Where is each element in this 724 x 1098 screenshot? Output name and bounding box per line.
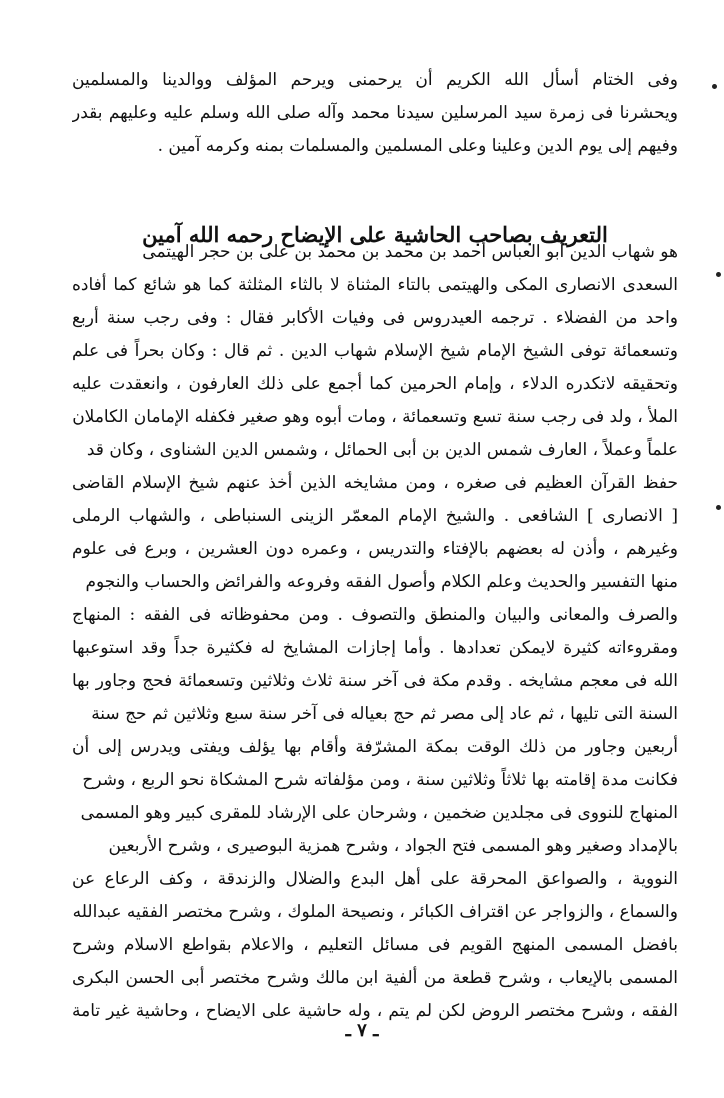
text-line: المنهاج للنووى فى مجلدين ضخمين ، وشرحان على الإرشاد للمقرى كبير وهو المسمى	[80, 803, 678, 823]
text-line: منها التفسير والحديث وعلم الكلام وأصول الفقه وفروعه والفرائض والحساب والنجوم	[85, 572, 678, 592]
text-line: النووية ، والصواعق المحرقة على أهل البدع والضلال والزندقة ، وكف الرعاع عن	[72, 869, 678, 889]
text-line: علماً وعملاً ، العارف شمس الدين بن أبى الحمائل ، وشمس الدين الشناوى ، وكان قد	[86, 440, 678, 460]
text-line: ويحشرنا فى زمرة سيد المرسلين سيدنا محمد وآله صلى الله وسلم عليه وعليهم بقدر	[72, 103, 678, 123]
biography-paragraph	[72, 236, 678, 1028]
margin-dot	[712, 84, 717, 89]
text-line: وفيهم إلى يوم الدين وعلينا وعلى المسلمين والمسلمات بمنه وكرمه آمين .	[157, 136, 678, 156]
text-line: والسماع ، والزواجر عن اقتراف الكبائر ، ونصيحة الملوك ، وشرح مختصر الفقيه عبدالله	[72, 902, 678, 922]
margin-dot	[716, 272, 721, 277]
text-line: الله فى معجم مشايخه . وقدم مكة فى آخر سنة ثلاث وثلاثين وتسعمائة فحج وجاور بها	[72, 671, 678, 691]
text-line: الملأ ، ولد فى رجب سنة تسع وتسعمائة ، ومات أبوه وهو صغير فكفله الإمامان الكاملان	[72, 407, 678, 427]
text-line: وفى الختام أسأل الله الكريم أن يرحمنى ويرحم المؤلف ووالدينا والمسلمين	[72, 70, 678, 90]
text-line: الفقه ، وشرح مختصر الروض لكن لم يتم ، وله حاشية على الايضاح ، وحاشية غير تامة	[72, 1001, 678, 1021]
text-line: حفظ القرآن العظيم فى صغره ، ومن مشايخه الذين أخذ عنهم شيخ الإسلام القاضى	[72, 473, 678, 493]
text-line: المسمى بالإيعاب ، وشرح قطعة من ألفية ابن مالك وشرح مختصر أبى الحسن البكرى	[72, 968, 678, 988]
text-line: أربعين وجاور من ذلك الوقت بمكة المشرّفة وأقام بها يؤلف ويفتى ويدرس إلى أن	[72, 737, 678, 757]
text-line: هو شهاب الدين أبو العباس أحمد بن محمد بن محمد بن على بن حجر الهيتمى	[142, 242, 678, 262]
text-line: السنة التى تليها ، ثم عاد إلى مصر ثم حج بعياله فى آخر سنة سبع وثلاثين ثم حج سنة	[91, 704, 678, 724]
page-number: ـ ٧ ـ	[345, 1020, 379, 1041]
text-line: السعدى الانصارى المكى والهيتمى بالتاء المثناة لا بالثاء المثلثة كما هو شائع كما أفاده	[72, 275, 678, 295]
text-line: والصرف والمعانى والبيان والمنطق والتصوف . ومن محفوظاته فى الفقه : المنهاج	[72, 605, 678, 625]
section-heading: التعريف بصاحب الحاشية على الإيضاح رحمه الله آمين	[142, 222, 608, 247]
text-line: واحد من الفضلاء . ترجمه العيدروس فى وفيات الأكابر فقال : وفى رجب سنة أربع	[72, 308, 678, 328]
text-line: فكانت مدة إقامته بها ثلاثاً وثلاثين سنة ، ومن مؤلفاته شرح المشكاة نحو الربع ، وشرح	[82, 770, 678, 790]
text-line: وغيرهم ، وأذن له بعضهم بالإفتاء والتدريس ، وعمره دون العشرين ، وبرع فى علوم	[72, 539, 678, 559]
text-line: وتسعمائة توفى الشيخ الإمام شيخ الإسلام شهاب الدين . ثم قال : وكان بحراً فى علم	[72, 341, 678, 361]
text-line: بافضل المسمى المنهج القويم فى مسائل التعليم ، والاعلام بقواطع الاسلام وشرح	[72, 935, 678, 955]
text-line: بالإمداد وصغير وهو المسمى فتح الجواد ، وشرح همزية البوصيرى ، وشرح الأربعين	[108, 836, 678, 856]
text-line: [ الانصارى ] الشافعى . والشيخ الإمام المعمّر الزينى السنباطى ، والشهاب الرملى	[72, 506, 678, 526]
margin-dot	[716, 505, 721, 510]
text-line: وتحقيقه لاتكدره الدلاء ، وإمام الحرمين كما أجمع على ذلك العارفون ، وانعقدت عليه	[72, 374, 678, 394]
closing-paragraph	[72, 64, 678, 163]
text-line: ومقروءاته كثيرة لايمكن تعدادها . وأما إجازات المشايخ له فكثيرة جداً وقد استوعبها	[72, 638, 678, 658]
